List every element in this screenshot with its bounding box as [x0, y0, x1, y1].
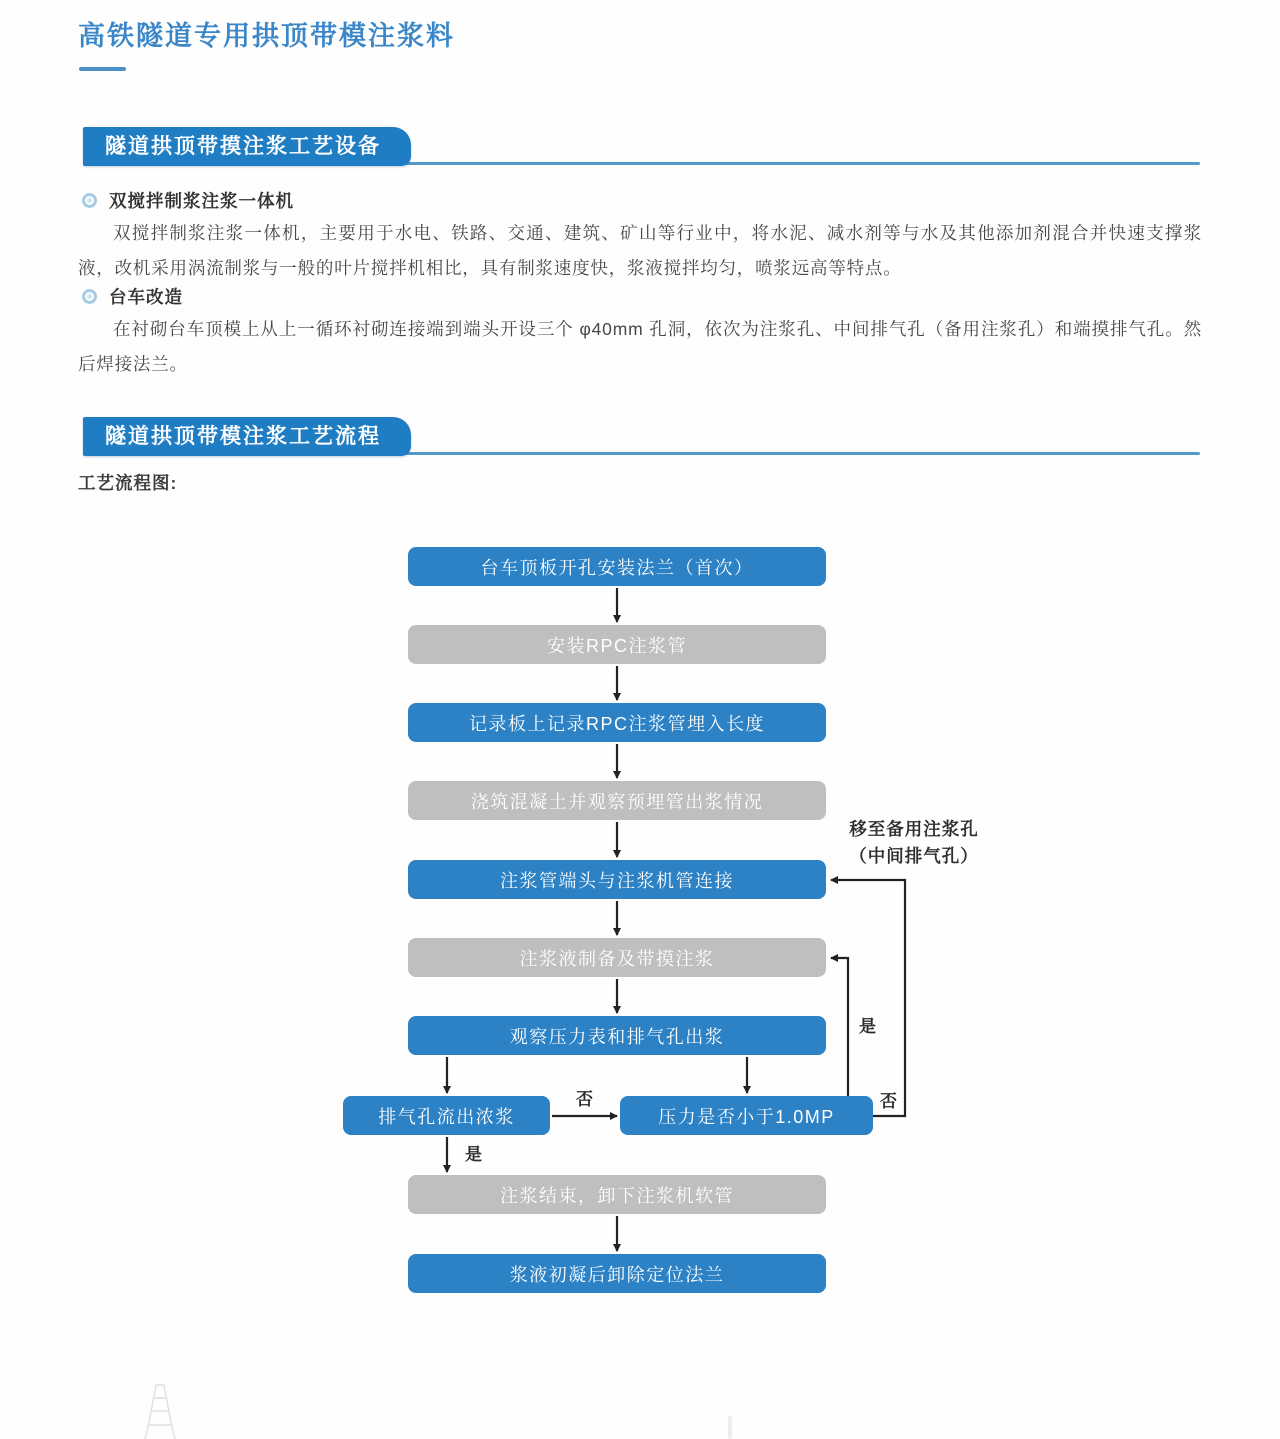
flow-step-pour-concrete: 浇筑混凝土并观察预埋管出浆情况: [408, 781, 826, 820]
flow-step-pressure-check: 压力是否小于1.0MP: [620, 1096, 873, 1135]
annotation-backup-hole-line1: 移至备用注浆孔: [849, 819, 979, 839]
flow-step-prepare-grout: 注浆液制备及带摸注浆: [408, 938, 826, 977]
flow-step-vent-thick-grout: 排气孔流出浓浆: [343, 1096, 550, 1135]
edge-label-yes-loop: 是: [859, 1017, 877, 1036]
paragraph-trolley: 在衬砌台车顶模上从上一循环衬砌连接端到端头开设三个 φ40mm 孔洞，依次为注浆孔、中间排气孔（备用注浆孔）和端摸排气孔。然后焊接法兰。: [78, 319, 1202, 374]
flow-step-observe-pressure: 观察压力表和排气孔出浆: [408, 1016, 826, 1055]
flow-step-connect-pipe: 注浆管端头与注浆机管连接: [408, 860, 826, 899]
flow-diagram-caption: 工艺流程图:: [78, 473, 178, 493]
flow-step-record-length: 记录板上记录RPC注浆管埋入长度: [408, 703, 826, 742]
bullet-heading: 双搅拌制浆注浆一体机: [109, 191, 294, 211]
ring-bullet-icon: [82, 289, 97, 304]
bullet-item-mixer: [82, 188, 294, 213]
tower-watermark-icon: [128, 1384, 192, 1439]
edge-label-no: 否: [576, 1090, 594, 1109]
bullet-item-trolley: [82, 284, 183, 309]
edge-label-yes: 是: [465, 1145, 483, 1164]
paragraph-mixer: 双搅拌制浆注浆一体机，主要用于水电、铁路、交通、建筑、矿山等行业中，将水泥、减水剂等与水及其他添加剂混合并快速支撑浆液，改机采用涡流制浆与一般的叶片搅拌机相比，具有制浆速度快，浆液搅拌均匀，喷浆远高等特点。: [78, 223, 1202, 278]
ring-bullet-icon: [82, 193, 97, 208]
bullet-heading: 台车改造: [109, 287, 183, 307]
flow-step-finish-grouting: 注浆结束，卸下注浆机软管: [408, 1175, 826, 1214]
flow-step-install-rpc-pipe: 安装RPC注浆管: [408, 625, 826, 664]
annotation-backup-hole-line2: （中间排气孔）: [849, 846, 979, 866]
footer-faint-mark: [728, 1416, 732, 1439]
page-title: 高铁隧道专用拱顶带模注浆料: [78, 21, 455, 51]
flow-step-remove-flange: 浆液初凝后卸除定位法兰: [408, 1254, 826, 1293]
title-underline: [79, 67, 126, 71]
section-banner-process: 隧道拱顶带模注浆工艺流程: [83, 417, 411, 456]
section-banner-equipment: 隧道拱顶带摸注浆工艺设备: [83, 127, 411, 166]
flow-step-install-flange: 台车顶板开孔安装法兰（首次）: [408, 547, 826, 586]
edge-label-no-loop: 否: [880, 1092, 898, 1111]
